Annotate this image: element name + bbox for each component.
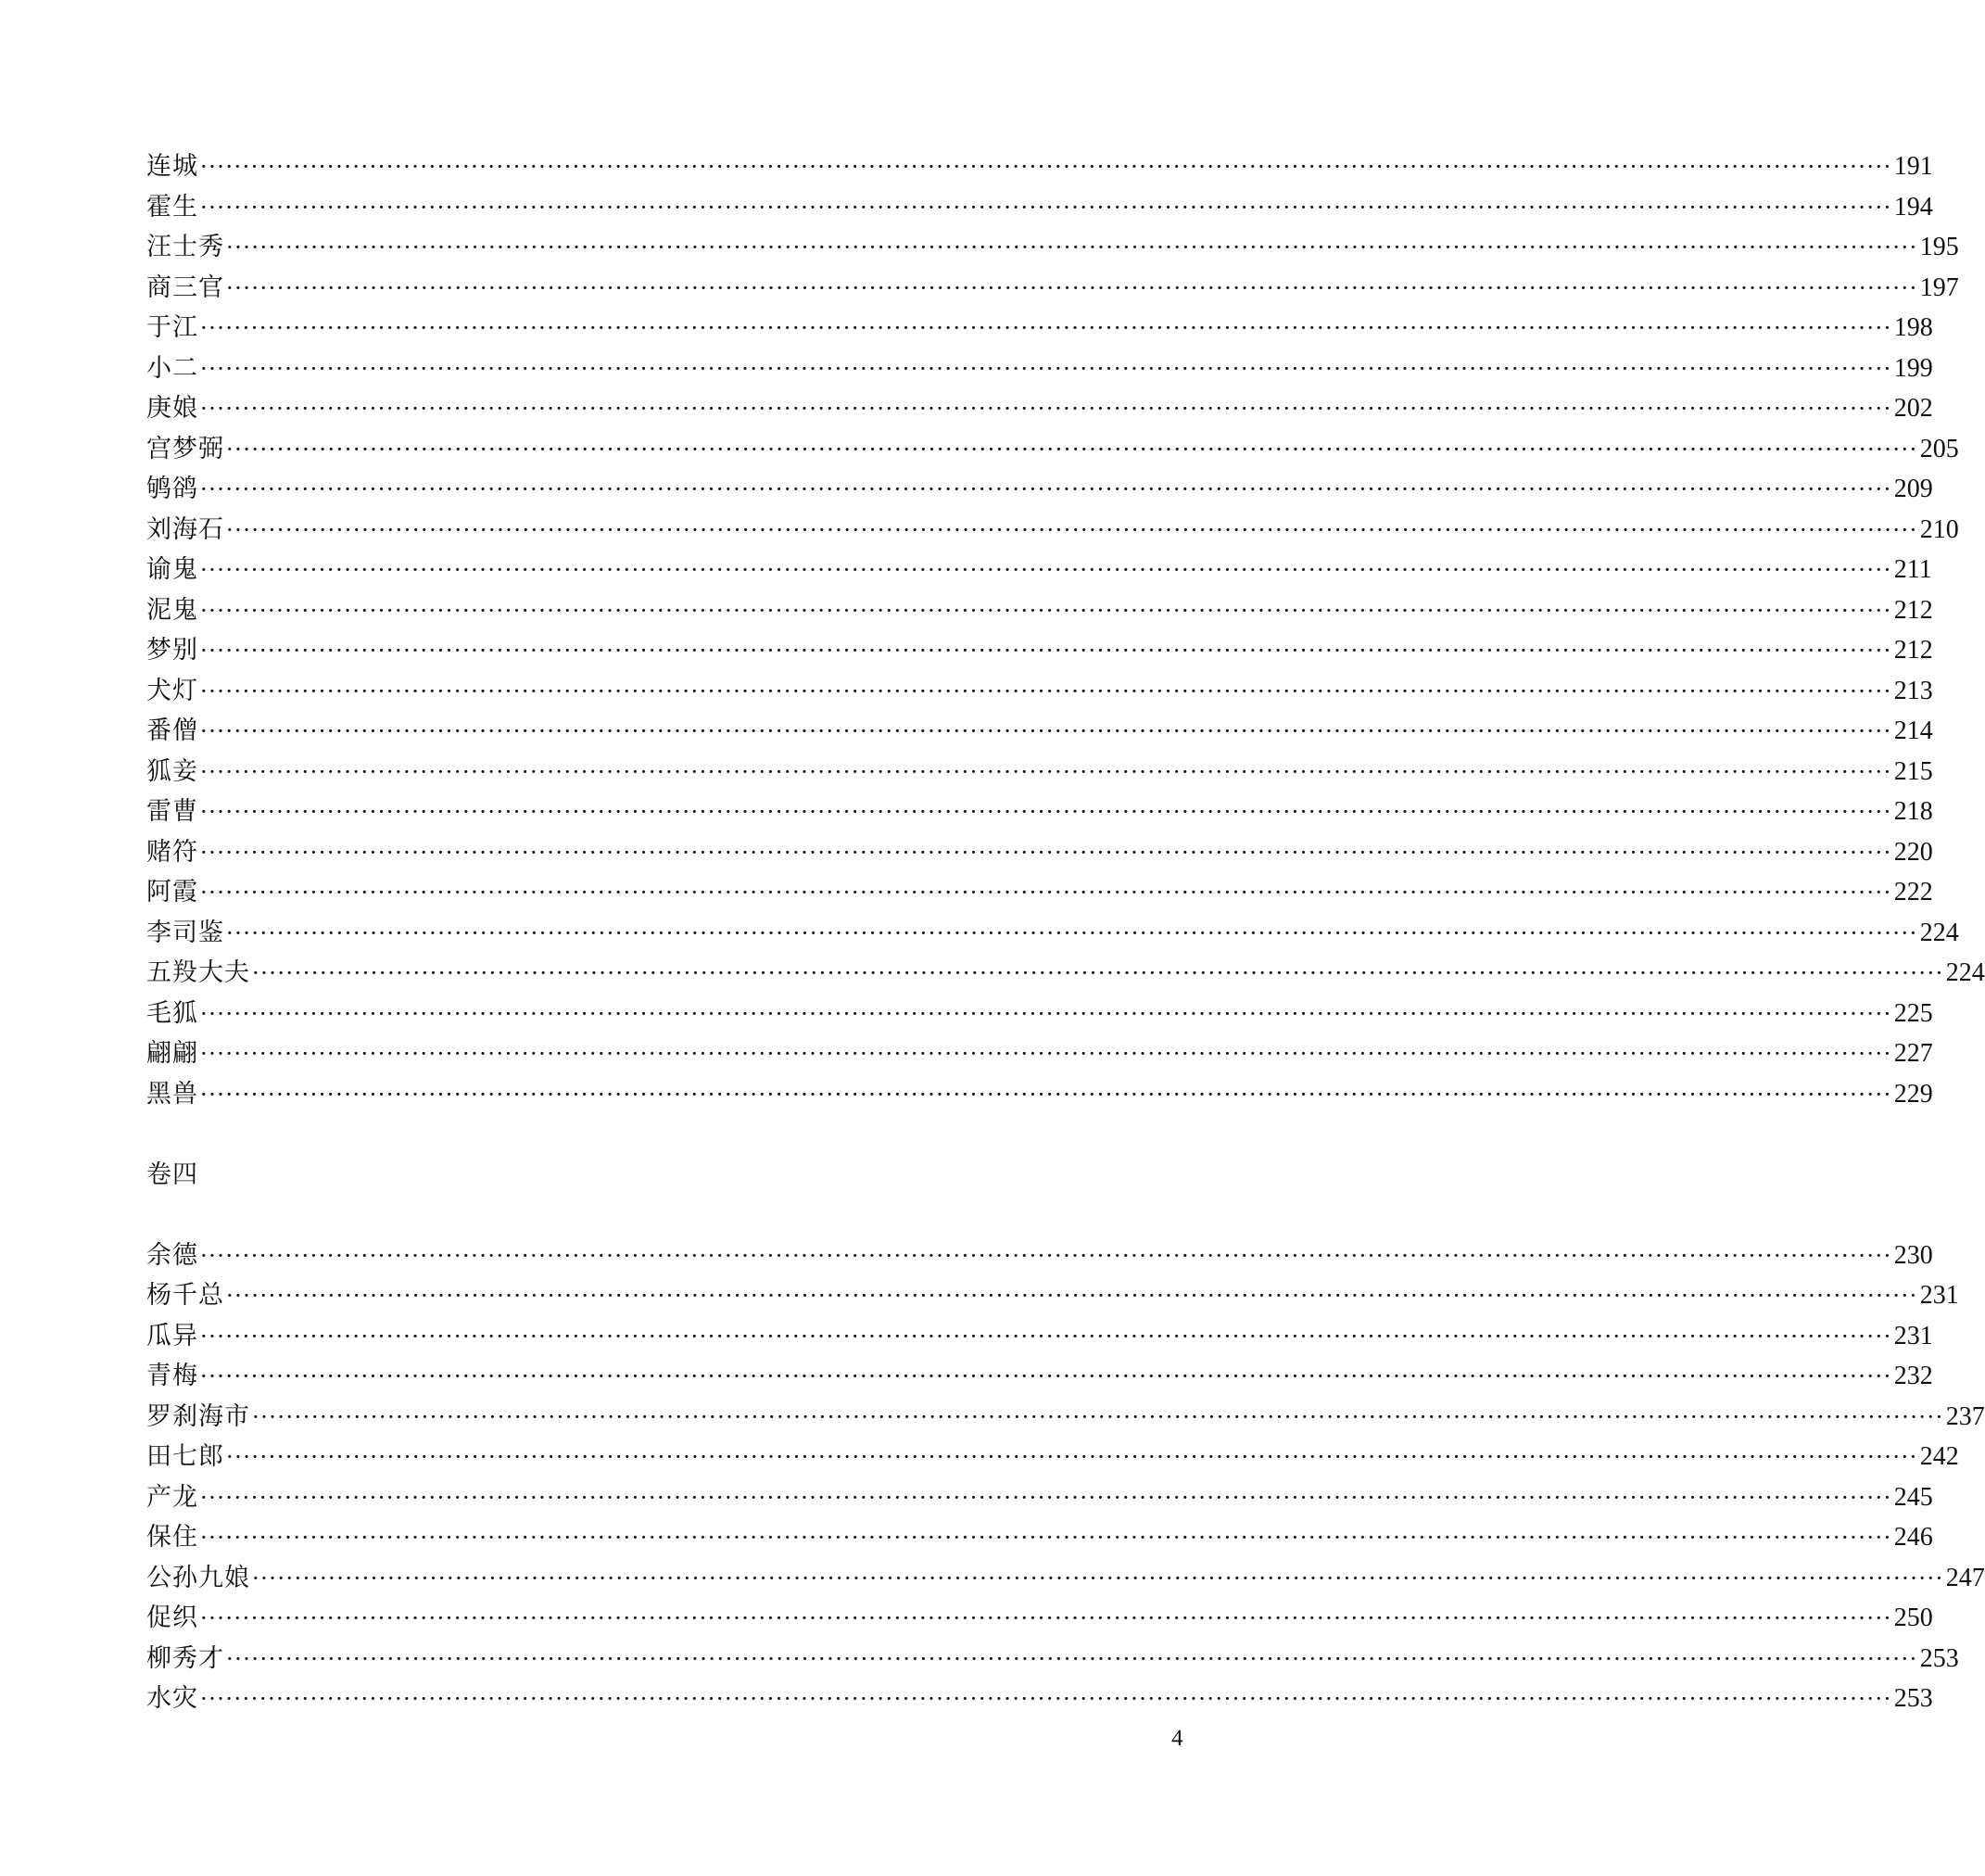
toc-entry-page: 205 xyxy=(1919,434,1959,463)
dot-leader: ········································································································································································································ xyxy=(226,1645,1918,1672)
toc-entry-page: 197 xyxy=(1919,273,1959,302)
toc-entry-title: 于江 xyxy=(146,313,198,342)
toc-entry-page: 202 xyxy=(1893,394,1933,423)
toc-entry-title: 雷曹 xyxy=(146,797,198,826)
toc-entry[interactable] xyxy=(146,832,1933,873)
toc-entry-title: 黑兽 xyxy=(146,1079,198,1109)
toc-entry-title: 瓜异 xyxy=(146,1321,198,1350)
dot-leader: ········································································································································································································ xyxy=(200,1041,1892,1067)
toc-entry-page: 213 xyxy=(1893,676,1933,705)
toc-entry-title: 泥鬼 xyxy=(146,595,198,625)
toc-entry[interactable] xyxy=(146,1236,1933,1276)
toc-entry-page: 231 xyxy=(1893,1321,1933,1350)
toc-entry-title: 田七郎 xyxy=(146,1442,224,1471)
toc-entry[interactable] xyxy=(146,308,1933,349)
toc-entry[interactable] xyxy=(146,268,1959,309)
dot-leader: ········································································································································································································ xyxy=(200,638,1892,664)
toc-entry[interactable] xyxy=(146,872,1933,913)
toc-entry-page: 214 xyxy=(1893,716,1933,745)
toc-entry-title: 水灾 xyxy=(146,1684,198,1713)
toc-entry-title: 汪士秀 xyxy=(146,233,224,261)
toc-entry[interactable] xyxy=(146,994,1933,1034)
toc-group-juan-si xyxy=(146,1236,1985,1719)
toc-entry-title: 产龙 xyxy=(146,1482,198,1512)
section-heading: 卷四 xyxy=(146,1160,198,1189)
toc-entry[interactable] xyxy=(146,1316,1933,1357)
toc-entry-title: 阿霞 xyxy=(146,878,198,906)
toc-entry[interactable] xyxy=(146,1639,1959,1680)
toc-entry-page: 211 xyxy=(1893,555,1932,584)
toc-entry-title: 赌符 xyxy=(146,837,198,867)
toc-entry[interactable] xyxy=(146,752,1933,792)
toc-entry-page: 209 xyxy=(1893,475,1933,503)
dot-leader: ········································································································································································································ xyxy=(200,355,1892,382)
toc-entry-page: 237 xyxy=(1945,1401,1985,1431)
dot-leader: ········································································································································································································ xyxy=(200,476,1892,502)
toc-entry-title: 霍生 xyxy=(146,192,198,222)
toc-entry[interactable] xyxy=(146,429,1959,470)
dot-leader: ········································································································································································································ xyxy=(200,1323,1892,1350)
toc-entry-page: 246 xyxy=(1893,1523,1933,1552)
toc-entry-title: 青梅 xyxy=(146,1362,198,1390)
toc-entry-title: 连城 xyxy=(146,152,198,181)
toc-entry-page: 245 xyxy=(1893,1482,1933,1512)
dot-leader: ········································································································································································································ xyxy=(200,880,1892,906)
toc-entry-title: 柳秀才 xyxy=(146,1643,224,1673)
toc-entry[interactable] xyxy=(146,913,1959,954)
table-of-contents xyxy=(146,146,1985,1719)
dot-leader: ········································································································································································································ xyxy=(200,396,1892,422)
dot-leader: ········································································································································································································ xyxy=(200,315,1892,341)
toc-entry[interactable] xyxy=(146,388,1933,429)
toc-entry-page: 253 xyxy=(1893,1684,1933,1713)
toc-entry[interactable] xyxy=(146,1598,1933,1639)
toc-entry[interactable] xyxy=(146,349,1933,389)
toc-entry[interactable] xyxy=(146,1397,1985,1438)
dot-leader: ········································································································································································································ xyxy=(200,154,1892,180)
toc-entry-title: 小二 xyxy=(146,353,198,383)
toc-entry[interactable] xyxy=(146,1033,1933,1074)
toc-entry-title: 商三官 xyxy=(146,273,224,302)
toc-entry[interactable] xyxy=(146,953,1985,994)
toc-entry-title: 谕鬼 xyxy=(146,555,198,584)
dot-leader: ········································································································································································································ xyxy=(226,1283,1918,1309)
toc-entry-title: 杨千总 xyxy=(146,1281,224,1310)
toc-entry[interactable] xyxy=(146,469,1933,510)
toc-entry-title: 庚娘 xyxy=(146,394,198,423)
dot-leader: ········································································································································································································ xyxy=(252,1565,1944,1591)
dot-leader: ········································································································································································································ xyxy=(200,1484,1892,1511)
toc-entry[interactable] xyxy=(146,1517,1933,1558)
toc-entry-page: 229 xyxy=(1893,1079,1933,1109)
toc-entry[interactable] xyxy=(146,146,1933,187)
dot-leader: ········································································································································································································ xyxy=(226,919,1918,946)
toc-entry[interactable] xyxy=(146,227,1959,268)
toc-entry-title: 公孙九娘 xyxy=(146,1563,250,1592)
toc-entry-title: 保住 xyxy=(146,1523,198,1552)
toc-group-juan-san xyxy=(146,146,1985,1114)
toc-entry-page: 224 xyxy=(1945,958,1985,987)
toc-entry-page: 220 xyxy=(1893,837,1933,867)
toc-entry-title: 罗刹海市 xyxy=(146,1401,250,1431)
toc-entry-page: 225 xyxy=(1893,998,1933,1028)
toc-entry-page: 232 xyxy=(1893,1362,1933,1390)
toc-entry-page: 247 xyxy=(1945,1563,1985,1592)
toc-entry[interactable] xyxy=(146,187,1933,228)
dot-leader: ········································································································································································································ xyxy=(226,274,1918,301)
toc-entry-title: 余德 xyxy=(146,1240,198,1270)
toc-entry[interactable] xyxy=(146,1437,1959,1477)
dot-leader: ········································································································································································································ xyxy=(200,1081,1892,1108)
toc-entry-page: 215 xyxy=(1893,756,1933,786)
toc-entry[interactable] xyxy=(146,1679,1933,1719)
toc-entry-title: 刘海石 xyxy=(146,514,224,544)
dot-leader: ········································································································································································································ xyxy=(226,1444,1918,1470)
toc-entry-page: 218 xyxy=(1893,797,1933,826)
toc-entry-page: 250 xyxy=(1893,1603,1933,1632)
toc-entry-title: 狐妾 xyxy=(146,756,198,786)
dot-leader: ········································································································································································································ xyxy=(200,1605,1892,1631)
toc-entry-page: 222 xyxy=(1893,878,1933,906)
toc-entry[interactable] xyxy=(146,1074,1933,1115)
toc-entry-page: 242 xyxy=(1919,1442,1959,1471)
toc-entry-page: 191 xyxy=(1893,152,1933,181)
toc-entry-page: 230 xyxy=(1893,1240,1933,1270)
dot-leader: ········································································································································································································ xyxy=(226,234,1918,260)
toc-entry[interactable] xyxy=(146,1275,1959,1316)
toc-entry-page: 195 xyxy=(1919,233,1959,261)
dot-leader: ········································································································································································································ xyxy=(200,758,1892,785)
dot-leader: ········································································································································································································ xyxy=(200,678,1892,704)
toc-entry-page: 231 xyxy=(1919,1281,1959,1310)
toc-entry-page: 212 xyxy=(1893,636,1933,665)
toc-entry[interactable] xyxy=(146,792,1933,832)
dot-leader: ········································································································································································································ xyxy=(226,516,1918,543)
dot-leader: ········································································································································································································ xyxy=(226,436,1918,463)
toc-entry[interactable] xyxy=(146,510,1959,551)
dot-leader: ········································································································································································································ xyxy=(200,1363,1892,1389)
dot-leader: ········································································································································································································ xyxy=(252,1403,1944,1430)
dot-leader: ········································································································································································································ xyxy=(252,960,1944,986)
toc-entry[interactable] xyxy=(146,550,1932,590)
toc-entry-page: 198 xyxy=(1893,313,1933,342)
toc-entry[interactable] xyxy=(146,590,1933,631)
toc-entry-title: 翩翩 xyxy=(146,1039,198,1068)
toc-entry[interactable] xyxy=(146,671,1933,712)
toc-entry-title: 梦别 xyxy=(146,636,198,665)
toc-entry-title: 五羖大夫 xyxy=(146,958,250,987)
toc-entry-title: 番僧 xyxy=(146,716,198,745)
toc-entry-page: 224 xyxy=(1919,918,1959,947)
dot-leader: ········································································································································································································ xyxy=(200,597,1892,624)
dot-leader: ········································································································································································································ xyxy=(200,799,1892,825)
toc-entry-title: 犬灯 xyxy=(146,676,198,705)
dot-leader: ········································································································································································································ xyxy=(200,1242,1892,1269)
toc-entry-page: 199 xyxy=(1893,353,1933,383)
toc-entry-page: 194 xyxy=(1893,192,1933,222)
toc-entry-title: 李司鉴 xyxy=(146,918,224,947)
toc-entry-title: 宫梦弼 xyxy=(146,434,224,463)
toc-entry-page: 210 xyxy=(1919,514,1959,544)
toc-entry-title: 毛狐 xyxy=(146,998,198,1028)
toc-entry-title: 鸲鹆 xyxy=(146,475,198,503)
dot-leader: ········································································································································································································ xyxy=(200,1525,1892,1551)
toc-entry[interactable] xyxy=(146,630,1933,671)
dot-leader: ········································································································································································································ xyxy=(200,557,1892,583)
dot-leader: ········································································································································································································ xyxy=(200,1686,1892,1712)
dot-leader: ········································································································································································································ xyxy=(200,1000,1892,1027)
toc-entry-page: 227 xyxy=(1893,1039,1933,1068)
dot-leader: ········································································································································································································ xyxy=(200,839,1892,866)
toc-entry[interactable] xyxy=(146,1558,1985,1599)
page-number: 4 xyxy=(1171,1726,1183,1751)
toc-entry-title: 促织 xyxy=(146,1603,198,1632)
dot-leader: ········································································································································································································ xyxy=(200,194,1892,221)
toc-entry-page: 253 xyxy=(1919,1643,1959,1673)
toc-entry-page: 212 xyxy=(1893,595,1933,625)
toc-entry[interactable] xyxy=(146,1356,1933,1397)
dot-leader: ········································································································································································································ xyxy=(200,718,1892,744)
toc-entry[interactable] xyxy=(146,711,1933,752)
toc-entry[interactable] xyxy=(146,1477,1933,1518)
